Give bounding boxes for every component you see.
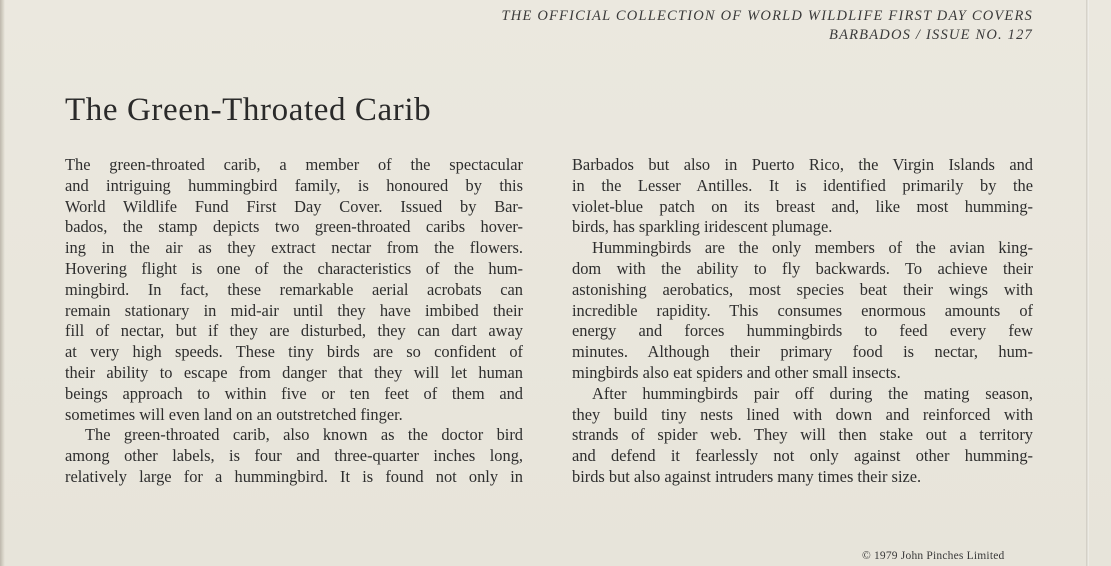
text-line: fill of nectar, but if they are disturbed, they can dart away [65,321,523,341]
paper-fold-line [1086,0,1089,566]
text-line: Hovering flight is one of the characteristics of the hum- [65,258,523,278]
text-line: Hummingbirds are the only members of the avian king- [592,238,1033,258]
text-line: mingbird. In fact, these remarkable aerial acrobats can [65,279,523,299]
text-line: they build tiny nests lined with down and reinforced with [572,404,1033,424]
text-line: remain stationary in mid-air until they have imbibed their [65,300,523,320]
text-line: dom with the ability to fly backwards. To achieve their [572,258,1033,278]
text-line: World Wildlife Fund First Day Cover. Issued by Bar- [65,196,523,216]
text-line: violet-blue patch on its breast and, like most humming- [572,196,1033,216]
text-line: their ability to escape from danger that they will let human [65,362,523,382]
text-line: and intriguing hummingbird family, is honoured by this [65,175,523,195]
text-line: beings approach to within five or ten feet of them and [65,383,523,403]
text-line: in the Lesser Antilles. It is identified primarily by the [572,175,1033,195]
collection-header [502,7,1033,45]
collection-title: THE OFFICIAL COLLECTION OF WORLD WILDLIFE FIRST DAY COVERS [501,8,1033,24]
text-line: strands of spider web. They will then stake out a territory [572,425,1033,445]
text-line: After hummingbirds pair off during the mating season, [592,383,1033,403]
text-line: relatively large for a hummingbird. It is found not only in [65,466,523,486]
text-line: The green-throated carib, a member of the spectacular [65,155,523,174]
left-text-column [65,155,523,488]
copyright-symbol: © [862,550,871,562]
text-line: at very high speeds. These tiny birds are so confident of [65,342,523,362]
text-line: minutes. Although their primary food is nectar, hum- [572,342,1033,362]
right-text-column [572,155,1033,488]
text-line: among other labels, is four and three-quarter inches long, [65,446,523,466]
text-line: birds, has sparkling iridescent plumage. [572,217,833,237]
text-line: bados, the stamp depicts two green-throated caribs hover- [65,217,523,237]
paper-left-edge [0,0,5,566]
text-line: and defend it fearlessly not only against other humming- [572,446,1033,466]
text-line: ing in the air as they extract nectar from the flowers. [65,238,523,258]
copyright-notice [862,550,1004,562]
text-line: mingbirds also eat spiders and other small insects. [572,362,901,382]
text-line: incredible rapidity. This consumes enormous amounts of [572,300,1033,320]
text-line: astonishing aerobatics, most species beat their wings with [572,279,1033,299]
text-line: energy and forces hummingbirds to feed every few [572,321,1033,341]
text-line: The green-throated carib, also known as the doctor bird [85,425,523,445]
article-title: The Green-Throated Carib [65,92,432,128]
text-line: birds but also against intruders many times their size. [572,466,922,486]
copyright-text: 1979 John Pinches Limited [873,550,1005,562]
text-line: Barbados but also in Puerto Rico, the Virgin Islands and [572,155,1033,174]
issue-number: BARBADOS / ISSUE NO. 127 [829,27,1033,43]
text-line: sometimes will even land on an outstretched finger. [65,404,403,424]
